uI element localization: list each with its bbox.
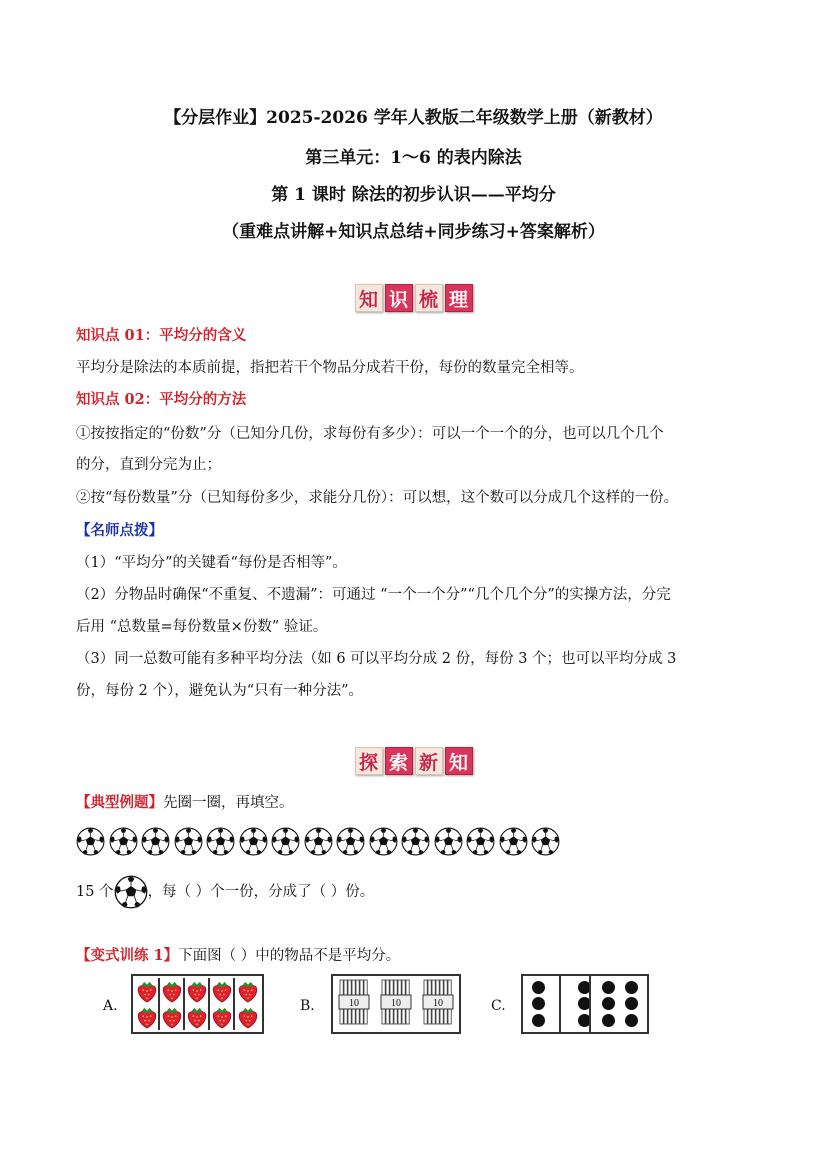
example-question — [76, 793, 756, 813]
dot-mark — [532, 981, 545, 994]
dot-mark — [602, 997, 615, 1010]
strawberry-icon — [235, 1004, 260, 1030]
strawberry-icon — [210, 1004, 235, 1030]
section-badge-knowledge — [0, 284, 827, 312]
dot-mark — [555, 981, 568, 994]
dot-mark — [625, 1014, 638, 1027]
knowledge-2-line: ①按按指定的“份数”分（已知分几份，求每份有多少）：可以一个一个的分，也可以几个几个 — [76, 426, 664, 442]
svg-text:10: 10 — [349, 998, 359, 1009]
example-label: 【典型例题】 — [76, 794, 163, 811]
section-badge-explore — [0, 747, 827, 775]
divider — [589, 976, 591, 1032]
soccer-ball-icon — [499, 827, 528, 856]
stick-bundle-icon — [337, 977, 371, 1031]
tip-line: （2）分物品时确保“不重复、不遗漏”：可通过 “一个一个分”“几个几个分”的实操方法，分完 — [76, 587, 671, 603]
tip-line: 份，每份 2 个），避免认为“只有一种分法”。 — [76, 683, 364, 699]
tip-line: （3）同一总数可能有多种平均分法（如 6 可以平均分成 2 份，每份 3 个；也可以平均分成 3 — [76, 651, 677, 667]
fill-blanks: ，每（ ）个一份，分成了（ ）份。 — [147, 884, 375, 900]
soccer-ball-icon — [141, 827, 170, 856]
dot-mark — [602, 1014, 615, 1027]
variant-prompt: 下面图（ ）中的物品不是平均分。 — [178, 948, 401, 964]
strawberry-icon — [160, 978, 185, 1004]
tip-line: （1）“平均分”的关键看“每份是否相等”。 — [76, 555, 347, 571]
option-b-bundles — [331, 974, 461, 1034]
soccer-ball-icon — [369, 827, 398, 856]
soccer-ball-icon — [109, 827, 138, 856]
lesson-title: 第 1 课时 除法的初步认识——平均分 — [271, 185, 556, 205]
strawberry-icon — [210, 978, 235, 1004]
knowledge-2-line: ②按“每份数量”分（已知每份多少，求能分几份）：可以想，这个数可以分成几个这样的一份。 — [76, 490, 679, 506]
option-c-label: C. — [491, 998, 506, 1014]
soccer-ball-icon — [531, 827, 560, 856]
option-a-label: A. — [103, 998, 118, 1014]
dot-mark — [555, 1014, 568, 1027]
svg-text:10: 10 — [433, 998, 443, 1009]
stick-bundle-icon — [379, 977, 413, 1031]
soccer-ball-row — [76, 827, 560, 856]
variant-label: 【变式训练 1】 — [76, 947, 179, 964]
dot-mark — [625, 997, 638, 1010]
soccer-ball-icon — [271, 827, 300, 856]
knowledge-2-line: 的分，直到分完为止； — [76, 457, 221, 473]
dot-mark — [532, 997, 545, 1010]
knowledge-1-text: 平均分是除法的本质前提，指把若干个物品分成若干份，每份的数量完全相等。 — [76, 360, 584, 376]
soccer-ball-icon — [434, 827, 463, 856]
badge-char: 新 — [415, 747, 443, 775]
option-c-dots — [521, 974, 649, 1034]
tips-title: 【名师点拨】 — [76, 522, 163, 539]
dot-mark — [625, 981, 638, 994]
badge-char: 知 — [445, 747, 473, 775]
soccer-ball-icon — [466, 827, 495, 856]
knowledge-1-title: 知识点 01：平均分的含义 — [76, 327, 247, 344]
variant-question — [76, 946, 756, 966]
soccer-ball-icon — [239, 827, 268, 856]
strawberry-icon — [160, 1004, 185, 1030]
dot-mark — [532, 1014, 545, 1027]
divider — [559, 976, 561, 1032]
knowledge-2-title: 知识点 02：平均分的方法 — [76, 391, 247, 408]
soccer-ball-icon — [174, 827, 203, 856]
soccer-ball-icon — [401, 827, 430, 856]
strawberry-icon — [135, 1004, 160, 1030]
doc-title: 【分层作业】2025-2026 学年人教版二年级数学上册（新教材） — [164, 108, 663, 128]
dot-mark — [602, 981, 615, 994]
strawberry-icon — [185, 1004, 210, 1030]
strawberry-icon — [185, 978, 210, 1004]
badge-char: 梳 — [415, 284, 443, 312]
example-fill-line — [76, 875, 756, 909]
strawberry-icon — [235, 978, 260, 1004]
option-a-strawberries — [131, 974, 264, 1034]
unit-title: 第三单元：1～6 的表内除法 — [305, 148, 522, 168]
soccer-ball-icon — [76, 827, 105, 856]
badge-char: 索 — [385, 747, 413, 775]
example-prompt: 先圈一圈，再填空。 — [163, 795, 294, 811]
badge-char: 识 — [385, 284, 413, 312]
soccer-ball-icon — [206, 827, 235, 856]
subtitle: （重难点讲解+知识点总结+同步练习+答案解析） — [222, 222, 605, 242]
badge-char: 探 — [355, 747, 383, 775]
badge-char: 理 — [445, 284, 473, 312]
dot-mark — [555, 997, 568, 1010]
tip-line: 后用 “总数量=每份数量×份数” 验证。 — [76, 619, 328, 635]
svg-text:10: 10 — [391, 998, 401, 1009]
stick-bundle-icon — [421, 977, 455, 1031]
soccer-ball-icon — [336, 827, 365, 856]
soccer-ball-icon — [304, 827, 333, 856]
option-b-label: B. — [300, 998, 315, 1014]
strawberry-icon — [135, 978, 160, 1004]
soccer-ball-icon — [114, 875, 148, 909]
badge-char: 知 — [355, 284, 383, 312]
fill-prefix: 15 个 — [76, 884, 114, 900]
